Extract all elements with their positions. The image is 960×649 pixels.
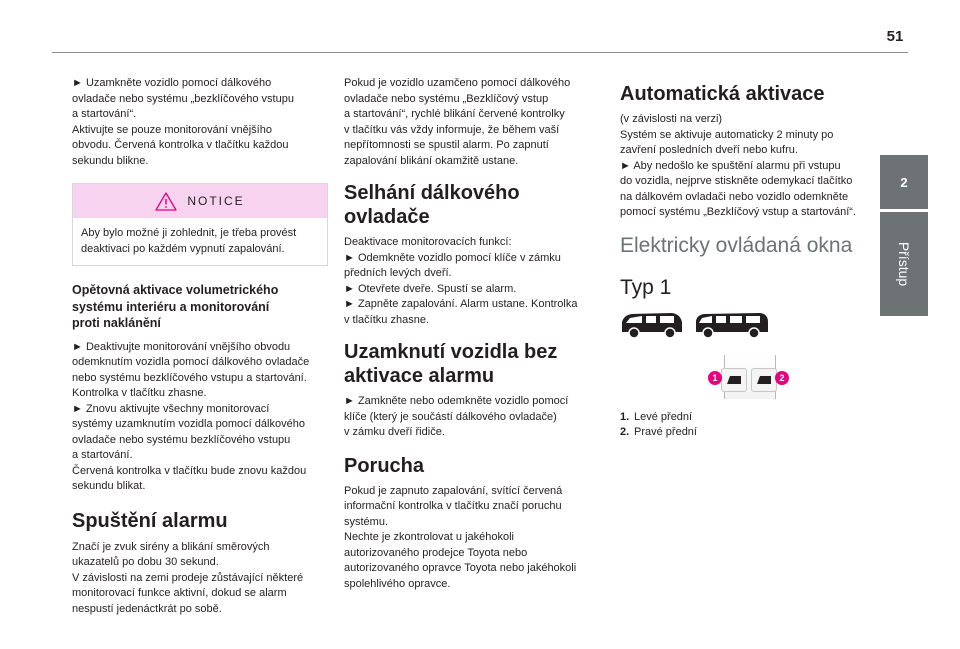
- callout-2: 2: [775, 371, 789, 385]
- list-item-number: 2.: [620, 426, 630, 438]
- window-switch-icon: [727, 376, 741, 384]
- vehicle-figure: [620, 307, 790, 402]
- lock-without-alarm-paragraph: ► Zamkněte nebo odemkněte vozidlo pomocí klíče (který je součástí dálkového ovladače) v zámku dveří řidiče.: [344, 395, 569, 438]
- alarm-trigger-paragraph: Značí je zvuk sirény a blikání směrových ukazatelů po dobu 30 sekund. V závislosti na zemi prodeje zůstávající některé monitorovací funkce aktivní, dokud se alarm nespustí jedenáctkrát po sobě.: [72, 540, 304, 615]
- notice-label: NOTICE: [187, 194, 245, 208]
- alarm-memory-paragraph: Pokud je vozidlo uzamčeno pomocí dálkového ovladače nebo systému „Bezklíčový vstup a startování“, rychlé blikání červené kontrolky v tlačítku vás vždy informuje, že během vaší nepřítomnosti se spustil alarm. Po zapnutí zapalování blikání okamžitě ustane.: [344, 77, 571, 167]
- window-switch-legend: [620, 410, 870, 441]
- heading-power-windows: Elektricky ovládaná okna: [620, 233, 853, 257]
- list-item: [620, 425, 870, 441]
- heading-lock-without-alarm: Uzamknutí vozidla bez aktivace alarmu: [344, 341, 558, 387]
- side-tab-number: 2: [880, 155, 928, 209]
- fault-paragraph: Pokud je zapnuto zapalování, svítící červená informační kontrolka v tlačítku značí poruchu systému. Nechte je zkontrolovat u jakéhokoli autorizovaného prodejce Toyota nebo autorizovaného opravce Toyota nebo jakéhokoli spolehlivého opravce.: [344, 484, 577, 590]
- column-2: [344, 76, 600, 592]
- heading-type-1: Typ 1: [620, 275, 672, 299]
- notice-box: [72, 183, 328, 266]
- callout-1: 1: [708, 371, 722, 385]
- side-tab-label-text: Přístup: [896, 241, 912, 287]
- automatic-activation-paragraph: (v závislosti na verzi) Systém se aktivuje automaticky 2 minuty po zavření posledních dveří nebo kufru. ► Aby nedošlo ke spuštění alarmu při vstupu do vozidla, nejprve stiskněte odemykací tlačítko na dálkovém ovladači nebo vozidlo odemkněte pomocí systému „Bezklíčový vstup a startování“.: [620, 113, 856, 218]
- page-number: 51: [886, 28, 904, 45]
- van-side-icon: [620, 310, 684, 340]
- list-item-text: Levé přední: [634, 410, 693, 423]
- side-tab-label: [880, 212, 928, 316]
- heading-automatic-activation: Automatická aktivace: [620, 83, 825, 105]
- remote-failure-paragraph: Deaktivace monitorovacích funkcí: ► Odemkněte vozidlo pomocí klíče v zámku předních levých dveří. ► Otevřete dveře. Spustí se alarm. ► Zapněte zapalování. Alarm ustane. Kontrolka v tlačítku zhasne.: [344, 236, 578, 326]
- heading-alarm-trigger: Spuštění alarmu: [72, 509, 228, 532]
- right-window-switch[interactable]: [751, 368, 777, 392]
- left-window-switch[interactable]: [721, 368, 747, 392]
- intro-paragraph: ► Uzamkněte vozidlo pomocí dálkového ovladače nebo systému „bezklíčového vstupu a startování“. Aktivujte se pouze monitorování vnějšího obvodu. Červená kontrolka v tlačítku každou sekundu blikne.: [72, 77, 294, 167]
- van-long-icon: [694, 310, 770, 340]
- heading-remote-failure: Selhání dálkového ovladače: [344, 182, 520, 228]
- notice-header: [73, 184, 327, 218]
- list-item-text: Pravé přední: [634, 426, 697, 438]
- window-switch-icon: [757, 376, 771, 384]
- heading-fault: Porucha: [344, 454, 425, 477]
- warning-icon: [155, 192, 177, 211]
- column-3: [620, 76, 870, 441]
- header-rule: [52, 52, 908, 53]
- column-1: [72, 76, 328, 617]
- heading-reactivation: Opětovná aktivace volumetrického systému interiéru a monitorování proti naklánění: [72, 283, 279, 330]
- list-item: [620, 410, 870, 426]
- reactivation-paragraph: ► Deaktivujte monitorování vnějšího obvodu odemknutím vozidla pomocí dálkového ovladače nebo systému bezklíčového vstupu a startování. Kontrolka v tlačítku zhasne. ► Znovu aktivujte všechny monitorovací systémy uzamknutím vozidla pomocí dálkového ovladače nebo systému bezklíčového vstupu a startování. Červená kontrolka v tlačítku bude znovu každou sekundu blikat.: [72, 340, 310, 492]
- notice-text: Aby bylo možné ji zohlednit, je třeba provést deaktivaci po každém vypnutí zapalování.: [81, 227, 297, 255]
- list-item-number: 1.: [620, 410, 630, 423]
